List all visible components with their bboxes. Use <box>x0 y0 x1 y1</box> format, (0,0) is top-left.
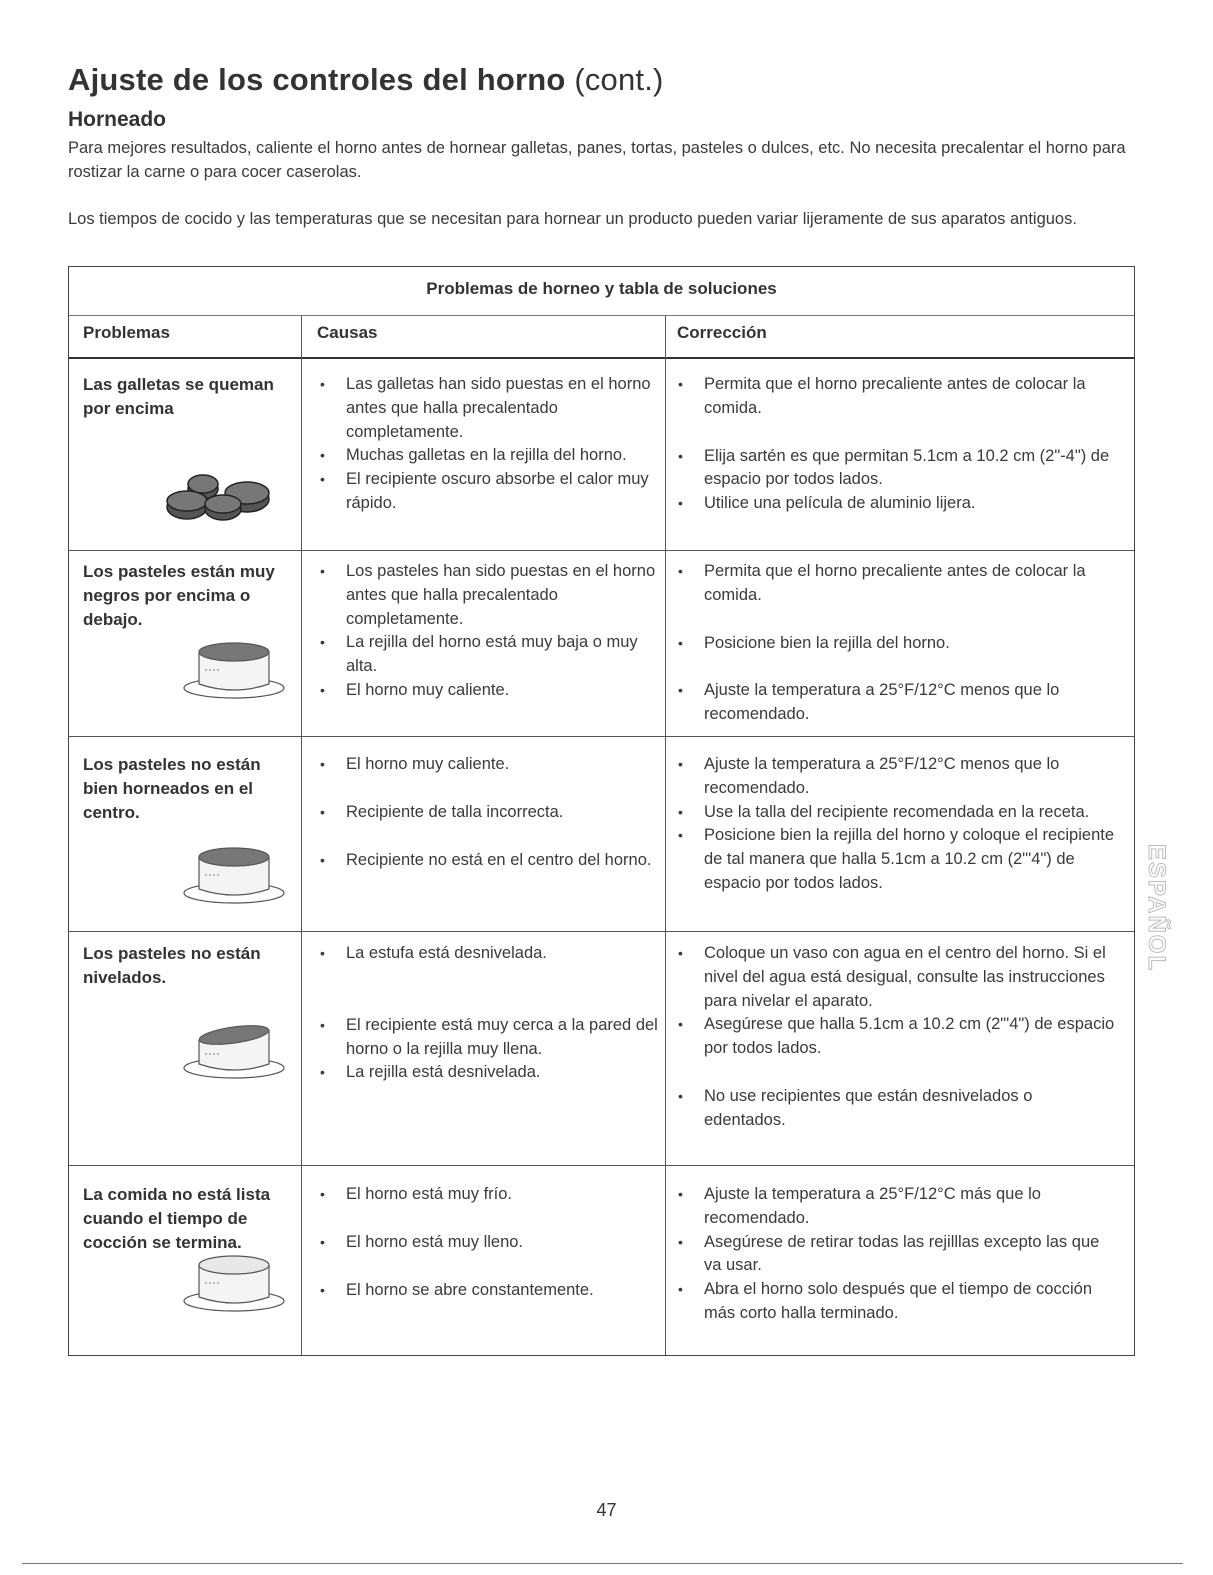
causes-list <box>317 1183 665 1302</box>
list-item: • El horno muy caliente. <box>317 753 665 777</box>
list-item: • La estufa está desnivelada. <box>317 942 665 966</box>
cake-illustration <box>179 1253 289 1315</box>
bottom-rule <box>22 1563 1183 1564</box>
fixes-list <box>675 1183 1115 1326</box>
cake-illustration <box>179 640 289 700</box>
side-tab-label: ESPAÑOL <box>1143 843 1170 973</box>
list-item: • Recipiente no está en el centro del horno. <box>317 849 665 873</box>
title-main: Ajuste de los controles del horno <box>68 62 566 97</box>
cake-illustration <box>179 845 289 905</box>
problem-cell: Los pasteles no están nivelados. <box>83 944 261 987</box>
page-number: 47 <box>596 1500 617 1520</box>
list-item: • La rejilla del horno está muy baja o muy alta. <box>317 631 665 679</box>
list-item: • Elija sartén es que permitan 5.1cm a 10.2 cm (2"-4") de espacio por todos lados. <box>675 445 1115 493</box>
list-item: • Permita que el horno precaliente antes de colocar la comida. <box>675 373 1115 421</box>
intro-paragraph-1: Para mejores resultados, caliente el horno antes de hornear galletas, panes, tortas, pasteles o dulces, etc. No necesita precalentar el horno para rostizar la carne o para cocer caserolas. <box>68 139 1126 181</box>
list-item: • Use la talla del recipiente recomendada en la receta. <box>675 801 1115 825</box>
column-divider <box>301 315 302 1355</box>
fixes-list <box>675 753 1115 896</box>
list-item: • Las galletas han sido puestas en el horno antes que halla precalentado completamente. <box>317 373 665 444</box>
causes-list <box>317 373 665 516</box>
causes-list <box>317 942 665 1085</box>
tilted-cake-illustration <box>179 1022 289 1082</box>
fixes-list <box>675 560 1115 727</box>
list-item: • Utilice una película de aluminio lijera. <box>675 492 1115 516</box>
list-item: • Ajuste la temperatura a 25°F/12°C más que lo recomendado. <box>675 1183 1115 1231</box>
problem-cell: Los pasteles no están bien horneados en el centro. <box>83 755 261 822</box>
list-item: • Ajuste la temperatura a 25°F/12°C menos que lo recomendado. <box>675 679 1115 727</box>
row-divider <box>69 931 1134 932</box>
page-title <box>68 62 664 98</box>
column-header-correccion: Corrección <box>677 323 767 342</box>
list-item: • Permita que el horno precaliente antes de colocar la comida. <box>675 560 1115 608</box>
problem-cell: La comida no está lista cuando el tiempo de cocción se termina. <box>83 1185 271 1252</box>
title-suffix: (cont.) <box>574 62 664 97</box>
list-item: • El horno se abre constantemente. <box>317 1279 665 1303</box>
list-item: • Abra el horno solo después que el tiempo de cocción más corto halla terminado. <box>675 1278 1115 1326</box>
column-header-causas: Causas <box>317 323 378 342</box>
row-divider <box>69 736 1134 737</box>
list-item: • Asegúrese de retirar todas las rejilllas excepto las que va usar. <box>675 1231 1115 1279</box>
list-item: • Posicione bien la rejilla del horno. <box>675 632 1115 656</box>
list-item: • Recipiente de talla incorrecta. <box>317 801 665 825</box>
list-item: • Los pasteles han sido puestas en el horno antes que halla precalentado completamente. <box>317 560 665 631</box>
causes-list <box>317 753 665 872</box>
caption-divider <box>69 315 1134 316</box>
header-divider <box>69 357 1134 359</box>
list-item: • Ajuste la temperatura a 25°F/12°C menos que lo recomendado. <box>675 753 1115 801</box>
list-item: • El recipiente está muy cerca a la pared del horno o la rejilla muy llena. <box>317 1014 665 1062</box>
list-item: • El recipiente oscuro absorbe el calor muy rápido. <box>317 468 665 516</box>
language-side-tab <box>1124 838 1174 978</box>
cookies-illustration <box>165 467 285 527</box>
list-item: • Posicione bien la rejilla del horno y coloque el recipiente de tal manera que halla 5.1cm a 10.2 cm (2"'4") de espacio por todos lados. <box>675 824 1115 895</box>
problem-cell: Los pasteles están muy negros por encima o debajo. <box>83 562 275 629</box>
fixes-list <box>675 373 1115 516</box>
list-item: • El horno muy caliente. <box>317 679 665 703</box>
list-item: • Coloque un vaso con agua en el centro del horno. Si el nivel del agua está desigual, consulte las instrucciones para nivelar el aparato. <box>675 942 1115 1013</box>
fixes-list <box>675 942 1115 1133</box>
list-item: • La rejilla está desnivelada. <box>317 1061 665 1085</box>
column-divider <box>665 315 666 1355</box>
list-item: • Muchas galletas en la rejilla del horno. <box>317 444 665 468</box>
list-item: • No use recipientes que están desnivelados o edentados. <box>675 1085 1115 1133</box>
list-item: • Asegúrese que halla 5.1cm a 10.2 cm (2"'4") de espacio por todos lados. <box>675 1013 1115 1061</box>
table-caption: Problemas de horneo y tabla de soluciones <box>426 279 777 298</box>
column-header-problemas: Problemas <box>83 323 170 342</box>
list-item: • El horno está muy lleno. <box>317 1231 665 1255</box>
section-title: Horneado <box>68 108 167 131</box>
causes-list <box>317 560 665 703</box>
problem-cell: Las galletas se queman por encima <box>83 375 274 418</box>
row-divider <box>69 550 1134 551</box>
intro-paragraph-2: Los tiempos de cocido y las temperaturas que se necesitan para hornear un producto pueden variar lijeramente de sus aparatos antiguos. <box>68 210 1077 228</box>
row-divider <box>69 1165 1134 1166</box>
list-item: • El horno está muy frío. <box>317 1183 665 1207</box>
troubleshooting-table <box>68 266 1135 1356</box>
